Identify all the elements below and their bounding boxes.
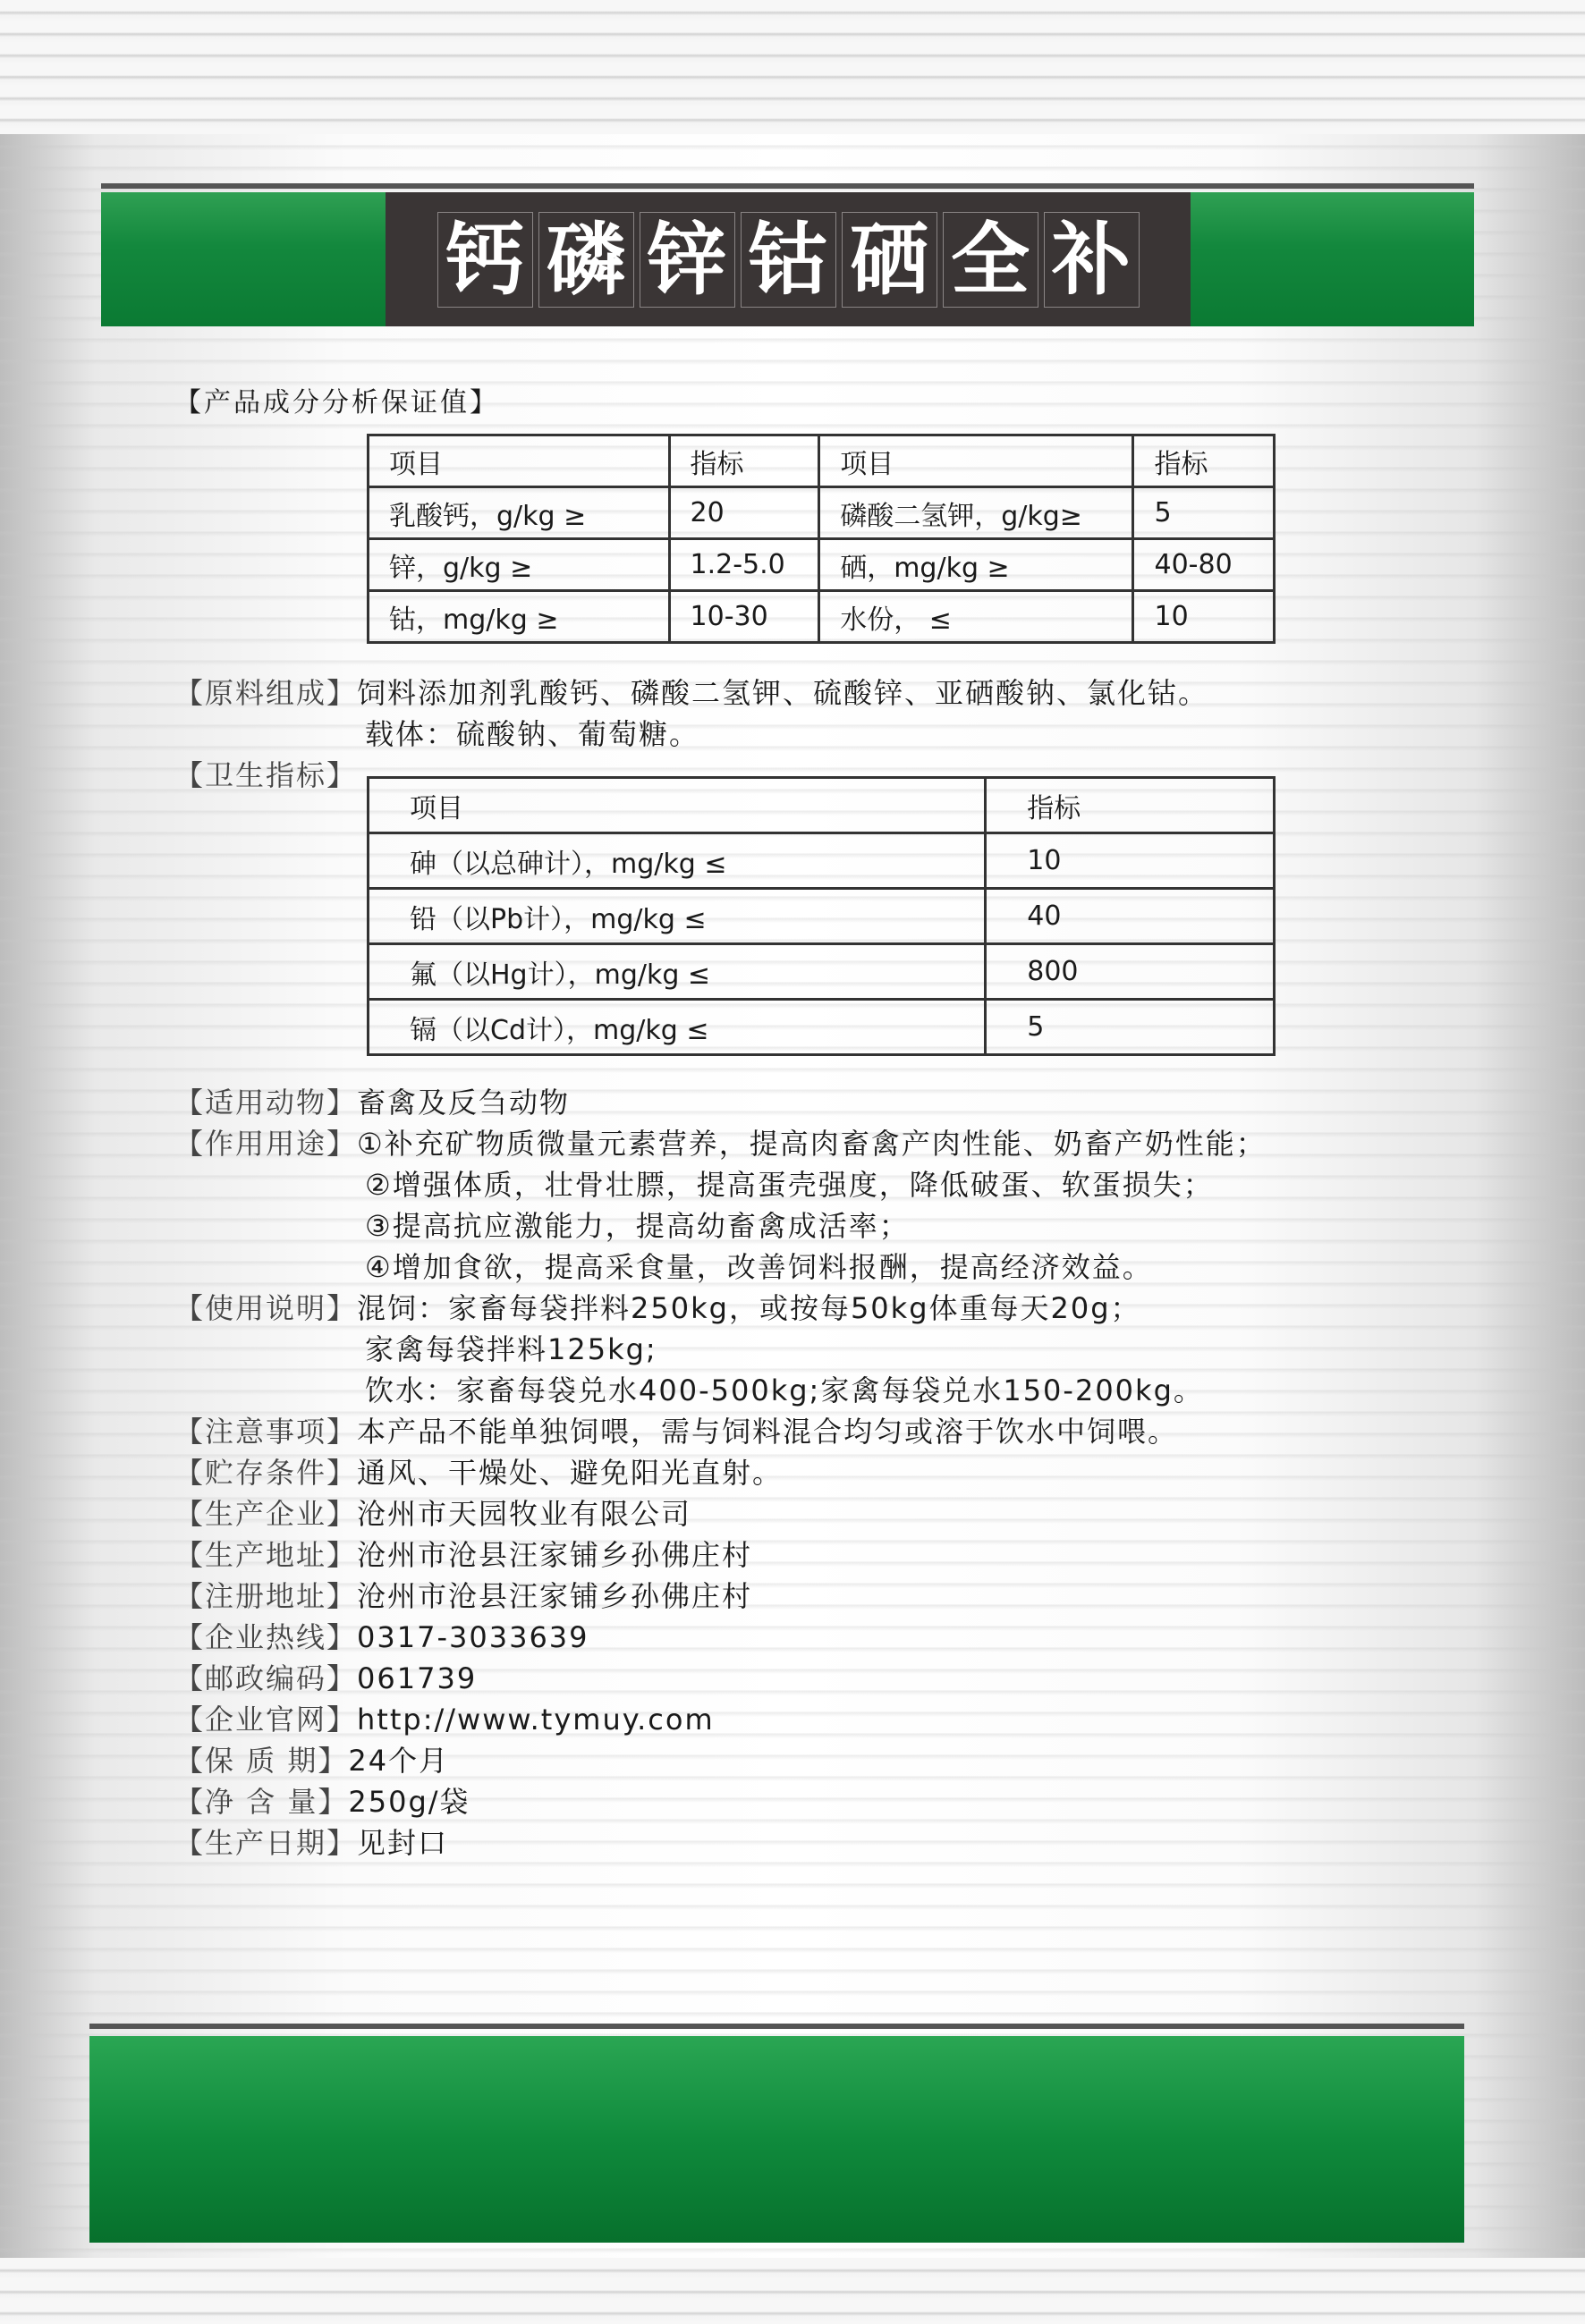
production-date: [174, 1821, 448, 1862]
guarantee-table: [367, 434, 1276, 644]
field-value: 饲料添加剂乳酸钙、磷酸二氢钾、硫酸锌、亚硒酸钠、氯化钴。: [357, 676, 1209, 710]
table-cell: 800: [986, 944, 1275, 1000]
product-title: [386, 192, 1191, 326]
manufacturer: [174, 1492, 691, 1533]
table-header-cell: 指标: [669, 435, 819, 487]
table-cell: 20: [669, 487, 819, 539]
table-header-row: [369, 778, 1275, 833]
usage-instructions: [174, 1286, 1141, 1327]
title-char: 全: [943, 212, 1038, 308]
table-cell: 镉（以Cd计），mg/kg ≤: [369, 1000, 986, 1055]
table-cell: 磷酸二氢钾，g/kg≥: [819, 487, 1133, 539]
table-cell: 1.2-5.0: [669, 539, 819, 591]
title-char: 补: [1044, 212, 1140, 308]
title-char: 钴: [741, 212, 836, 308]
table-header-cell: 指标: [986, 778, 1275, 833]
field-label: 【邮政编码】: [174, 1661, 358, 1695]
footer-banner: [89, 2024, 1464, 2243]
field-label: 【注册地址】: [174, 1579, 358, 1613]
usage-line: 饮水：家畜每袋兑水400-500kg;家禽每袋兑水150-200kg。: [365, 1373, 1204, 1407]
table-row: [369, 944, 1275, 1000]
footer-rule: [89, 2024, 1464, 2029]
table-cell: 40-80: [1133, 539, 1275, 591]
uses-line: ④增加食欲，提高采食量，改善饲料报酬，提高经济效益。: [365, 1250, 1153, 1284]
title-banner: [101, 183, 1474, 326]
field-value: ①补充矿物质微量元素营养，提高肉畜禽产肉性能、奶畜产奶性能；: [357, 1127, 1267, 1161]
table-cell: 水份， ≤: [819, 591, 1133, 643]
table-cell: 钴，mg/kg ≥: [369, 591, 670, 643]
table-cell: 硒，mg/kg ≥: [819, 539, 1133, 591]
guarantee-heading: 【产品成分分析保证值】: [174, 387, 499, 418]
table-cell: 铅（以Pb计），mg/kg ≤: [369, 889, 986, 944]
table-header-cell: 项目: [369, 778, 986, 833]
field-label: 【生产地址】: [174, 1538, 358, 1572]
raw-materials: [174, 671, 1208, 712]
table-row: [369, 1000, 1275, 1055]
hygiene-table: [367, 776, 1276, 1056]
table-cell: 锌，g/kg ≥: [369, 539, 670, 591]
field-label: 【注意事项】: [174, 1415, 358, 1449]
storage: [174, 1450, 783, 1492]
field-value: 见封口: [357, 1826, 449, 1860]
shelf-life: [174, 1738, 449, 1779]
table-cell: 10-30: [669, 591, 819, 643]
title-char: 硒: [842, 212, 937, 308]
raw-materials-carrier: 载体：硫酸钠、葡萄糖。: [365, 717, 700, 751]
field-value: http://www.tymuy.com: [357, 1703, 715, 1737]
table-cell: 10: [1133, 591, 1275, 643]
precautions: [174, 1409, 1178, 1450]
table-row: [369, 539, 1275, 591]
hygiene-label: [174, 753, 357, 794]
table-cell: 10: [986, 833, 1275, 889]
field-label: 【适用动物】: [174, 1086, 358, 1120]
net-content: [174, 1779, 470, 1821]
table-cell: 乳酸钙，g/kg ≥: [369, 487, 670, 539]
table-row: [369, 591, 1275, 643]
field-value: 24个月: [348, 1744, 450, 1778]
table-header-cell: 项目: [819, 435, 1133, 487]
table-cell: 40: [986, 889, 1275, 944]
field-label: 【贮存条件】: [174, 1456, 358, 1490]
table-header-cell: 项目: [369, 435, 670, 487]
field-label: 【作用用途】: [174, 1127, 358, 1161]
uses-line: ③提高抗应激能力，提高幼畜禽成活率；: [365, 1209, 910, 1243]
field-label: 【净 含 量】: [174, 1785, 349, 1819]
field-value: 沧州市沧县汪家铺乡孙佛庄村: [357, 1579, 753, 1613]
table-row: [369, 487, 1275, 539]
website: [174, 1697, 715, 1738]
table-header-cell: 指标: [1133, 435, 1275, 487]
table-header-row: [369, 435, 1275, 487]
top-seal: [0, 0, 1585, 134]
field-value: 沧州市天园牧业有限公司: [357, 1497, 692, 1531]
table-cell: 氟（以Hg计），mg/kg ≤: [369, 944, 986, 1000]
field-label: 【生产企业】: [174, 1497, 358, 1531]
field-label: 【卫生指标】: [174, 758, 358, 792]
field-value: 畜禽及反刍动物: [357, 1086, 571, 1120]
table-cell: 砷（以总砷计），mg/kg ≤: [369, 833, 986, 889]
production-address: [174, 1533, 752, 1574]
field-label: 【生产日期】: [174, 1826, 358, 1860]
table-row: [369, 889, 1275, 944]
field-label: 【保 质 期】: [174, 1744, 349, 1778]
field-value: 本产品不能单独饲喂，需与饲料混合均匀或溶于饮水中饲喂。: [357, 1415, 1179, 1449]
title-char: 锌: [640, 212, 735, 308]
applicable-animals: [174, 1080, 570, 1121]
postal-code: [174, 1656, 477, 1697]
field-value: 250g/袋: [348, 1785, 470, 1819]
table-cell: 5: [1133, 487, 1275, 539]
bottom-seal: [0, 2258, 1585, 2324]
field-value: 通风、干燥处、避免阳光直射。: [357, 1456, 784, 1490]
field-label: 【使用说明】: [174, 1291, 358, 1325]
field-label: 【企业官网】: [174, 1703, 358, 1737]
title-char: 钙: [437, 212, 533, 308]
registered-address: [174, 1574, 752, 1615]
table-cell: 5: [986, 1000, 1275, 1055]
field-label: 【原料组成】: [174, 676, 358, 710]
banner-rule: [101, 183, 1474, 189]
usage-line: 家禽每袋拌料125kg;: [365, 1332, 657, 1366]
field-label: 【企业热线】: [174, 1620, 358, 1654]
table-row: [369, 833, 1275, 889]
field-value: 061739: [357, 1661, 478, 1695]
footer-green: [89, 2036, 1464, 2243]
field-value: 混饲：家畜每袋拌料250kg，或按每50kg体重每天20g；: [357, 1291, 1141, 1325]
uses: [174, 1121, 1267, 1162]
uses-line: ②增强体质，壮骨壮膘，提高蛋壳强度，降低破蛋、软蛋损失；: [365, 1168, 1214, 1202]
field-value: 0317-3033639: [357, 1620, 589, 1654]
field-value: 沧州市沧县汪家铺乡孙佛庄村: [357, 1538, 753, 1572]
hotline: [174, 1615, 589, 1656]
title-char: 磷: [538, 212, 634, 308]
